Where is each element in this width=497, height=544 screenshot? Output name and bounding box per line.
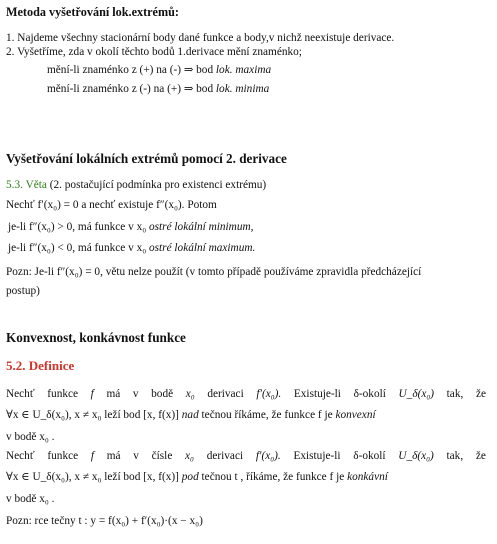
concave-def-line-1 — [6, 449, 486, 463]
theorem-case-maximum — [8, 241, 255, 255]
tangent-equation-note: Pozn: rce tečny t : y = f(x₀) + f′(x₀)·(x − x₀) — [6, 515, 203, 527]
convex-position-word: nad — [181, 409, 199, 421]
word: U_δ(x₀) — [398, 388, 435, 400]
convex-clause: tečnou říkáme, že funkce f je — [198, 409, 336, 421]
word: v — [133, 450, 139, 462]
rule-maximum-text: mění-li znaménko z (+) na (-) ⇒ bod — [47, 64, 216, 76]
word: Nechť — [6, 450, 35, 462]
rule-minimum — [47, 82, 269, 96]
word: má — [106, 388, 121, 400]
word: má — [106, 450, 121, 462]
convex-term: konvexní — [335, 409, 376, 421]
rule-maximum-term: lok. maxima — [215, 64, 272, 76]
word: f′(x₀). — [256, 388, 282, 400]
concave-def-line-3: v bodě x₀ . — [6, 493, 55, 505]
theorem-note-line-2: postup) — [6, 285, 40, 297]
theorem-premise: Nechť f′(x₀) = 0 a nechť existuje f″(x₀). Potom — [6, 199, 217, 211]
word: δ-okolí — [353, 450, 386, 462]
word: derivaci — [206, 450, 244, 462]
theorem-caption: (2. postačující podmínka pro existenci extrému) — [46, 179, 267, 191]
word: f′(x₀). — [255, 450, 281, 462]
convex-def-line-1 — [6, 387, 486, 401]
theorem-note-line-1: Pozn: Je-li f″(x₀) = 0, větu nelze použít (v tomto případě používáme zpravidla předcházející — [6, 266, 422, 278]
word: x₀ — [185, 388, 195, 400]
concave-condition: ∀x ∈ U_δ(x₀), x ≠ x₀ leží bod [x, f(x)] — [6, 471, 182, 483]
word: U_δ(x₀) — [398, 450, 434, 462]
convex-def-line-2 — [6, 408, 376, 422]
step-2-text: 2. Vyšetříme, zda v okolí těchto bodů 1.derivace mění znaménko; — [6, 46, 302, 58]
word: bodě — [151, 388, 174, 400]
word: tak, — [446, 450, 464, 462]
section-title-extremes-method: Metoda vyšetřování lok.extrémů: — [6, 5, 179, 19]
word: δ-okolí — [353, 388, 386, 400]
theorem-header — [6, 178, 266, 192]
word: Nechť — [6, 388, 35, 400]
concave-clause: tečnou t , říkáme, že funkce f je — [198, 471, 348, 483]
theorem-case-minimum — [8, 220, 253, 234]
word: v — [132, 388, 139, 400]
word: čísle — [151, 450, 173, 462]
word: derivaci — [207, 388, 244, 400]
convex-def-line-3: v bodě x₀ . — [6, 431, 55, 443]
section-title-convexity: Konvexnost, konkávnost funkce — [6, 330, 186, 345]
word: x₀ — [185, 450, 194, 462]
word: Existuje-li — [293, 388, 341, 400]
word: Existuje-li — [293, 450, 341, 462]
word: tak, — [446, 388, 464, 400]
concave-position-word: pod — [181, 471, 199, 483]
theorem-number: 5.3. Věta — [6, 179, 47, 191]
case-minimum-term: ostré lokální minimum, — [148, 221, 254, 233]
definition-number: 5.2. Definice — [6, 358, 75, 373]
step-1-text: 1. Najdeme všechny stacionární body dané funkce a body,v nichž neexistuje derivace. — [6, 32, 395, 44]
word: funkce — [47, 388, 79, 400]
word: f — [90, 450, 94, 462]
section-title-second-derivative: Vyšetřování lokálních extrémů pomocí 2. derivace — [6, 151, 287, 166]
case-maximum-text: je-li f″(x₀) < 0, má funkce v x₀ — [8, 242, 149, 254]
convex-condition: ∀x ∈ U_δ(x₀), x ≠ x₀ leží bod [x, f(x)] — [6, 409, 182, 421]
case-minimum-text: je-li f″(x₀) > 0, má funkce v x₀ — [8, 221, 149, 233]
concave-term: konkávní — [347, 471, 388, 483]
word: f — [90, 388, 94, 400]
word: že — [475, 388, 486, 400]
rule-maximum — [47, 63, 271, 77]
concave-def-line-2 — [6, 470, 388, 484]
word: funkce — [47, 450, 79, 462]
rule-minimum-term: lok. minima — [215, 83, 270, 95]
case-maximum-term: ostré lokální maximum. — [148, 242, 256, 254]
word: že — [475, 450, 486, 462]
rule-minimum-text: mění-li znaménko z (-) na (+) ⇒ bod — [47, 83, 216, 95]
